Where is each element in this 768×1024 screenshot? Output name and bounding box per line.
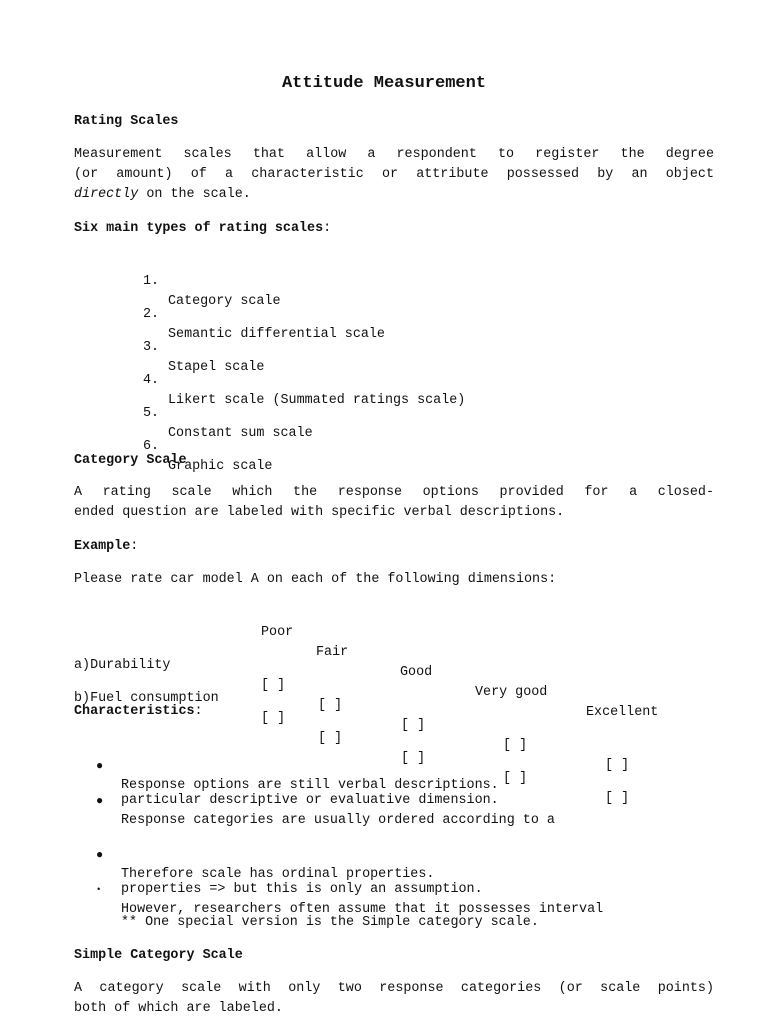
bullet-icon: •	[96, 885, 102, 895]
checkbox[interactable]: [ ]	[605, 791, 630, 806]
checkbox[interactable]: [ ]	[318, 731, 343, 746]
bullet-icon: ●	[96, 759, 104, 773]
checkbox[interactable]: [ ]	[401, 718, 426, 733]
list-item-label: Constant sum scale	[168, 426, 313, 441]
list-item-label: Likert scale (Summated ratings scale)	[168, 393, 466, 408]
list-item-number: 5.	[143, 406, 160, 421]
simple-category-note: ** One special version is the Simple category scale.	[121, 915, 539, 930]
list-item-label: Category scale	[168, 294, 281, 309]
checkbox[interactable]: [ ]	[503, 738, 528, 753]
bullet-text-line2: particular descriptive or evaluative dimension.	[121, 793, 499, 808]
page-title: Attitude Measurement	[281, 74, 487, 93]
bullet-text-line1: Response categories are usually ordered according to a	[121, 813, 555, 828]
six-types-heading-text: Six main types of rating scales	[74, 221, 324, 236]
row-label: b)Fuel consumption	[74, 691, 219, 706]
simple-category-definition-line1: A category scale with only two response categories (or scale points)	[74, 981, 714, 996]
example-heading-colon: :	[130, 539, 139, 554]
rating-scales-definition-line1: Measurement scales that allow a respondent to register the degree	[74, 147, 714, 162]
list-item-number: 2.	[143, 307, 160, 322]
section-heading-rating-scales: Rating Scales	[74, 114, 179, 129]
list-item-number: 1.	[143, 274, 160, 289]
list-item-number: 3.	[143, 340, 160, 355]
checkbox[interactable]: [ ]	[261, 711, 286, 726]
example-heading	[74, 537, 138, 557]
six-types-heading-colon: :	[323, 221, 332, 236]
bullet-text-line1: Response options are still verbal descriptions.	[121, 778, 499, 793]
definition-line3-rest: on the scale.	[138, 187, 251, 202]
list-item-label: Stapel scale	[168, 360, 265, 375]
column-header: Poor	[261, 625, 294, 640]
rating-scales-definition-line3	[74, 185, 251, 205]
bullet-text-line1: Therefore scale has ordinal properties.	[121, 867, 435, 882]
six-types-heading	[74, 219, 331, 239]
list-item-label: Semantic differential scale	[168, 327, 385, 342]
category-scale-definition-line1: A rating scale which the response options provided for a closed-	[74, 485, 714, 500]
bullet-icon: ●	[96, 848, 104, 862]
checkbox[interactable]: [ ]	[503, 771, 528, 786]
category-scale-definition-line2: ended question are labeled with specific verbal descriptions.	[74, 505, 565, 520]
checkbox[interactable]: [ ]	[318, 698, 343, 713]
characteristics-heading	[74, 702, 203, 722]
list-item-label: Graphic scale	[168, 459, 273, 474]
bullet-icon: ●	[96, 794, 104, 808]
emphasis-directly: directly	[74, 187, 139, 202]
column-header: Good	[400, 665, 433, 680]
section-heading-category-scale: Category Scale	[74, 453, 187, 468]
rating-scales-definition-line2: (or amount) of a characteristic or attribute possessed by an object	[74, 167, 714, 182]
bullet-text-line2: properties => but this is only an assumption.	[121, 882, 483, 897]
row-label: a)Durability	[74, 658, 171, 673]
example-heading-text: Example	[74, 539, 131, 554]
column-header: Fair	[316, 645, 349, 660]
checkbox[interactable]: [ ]	[261, 678, 286, 693]
checkbox[interactable]: [ ]	[401, 751, 426, 766]
column-header: Very good	[475, 685, 548, 700]
simple-category-definition-line2: both of which are labeled.	[74, 1001, 283, 1016]
checkbox[interactable]: [ ]	[605, 758, 630, 773]
characteristics-heading-colon: :	[194, 704, 203, 719]
list-item-number: 4.	[143, 373, 160, 388]
characteristics-heading-text: Characteristics	[74, 704, 195, 719]
section-heading-simple-category-scale: Simple Category Scale	[74, 948, 243, 963]
column-header: Excellent	[586, 705, 659, 720]
list-item-number: 6.	[143, 439, 160, 454]
bullet-text-line1: However, researchers often assume that it possesses interval	[121, 902, 604, 917]
example-prompt: Please rate car model A on each of the following dimensions:	[74, 572, 557, 587]
